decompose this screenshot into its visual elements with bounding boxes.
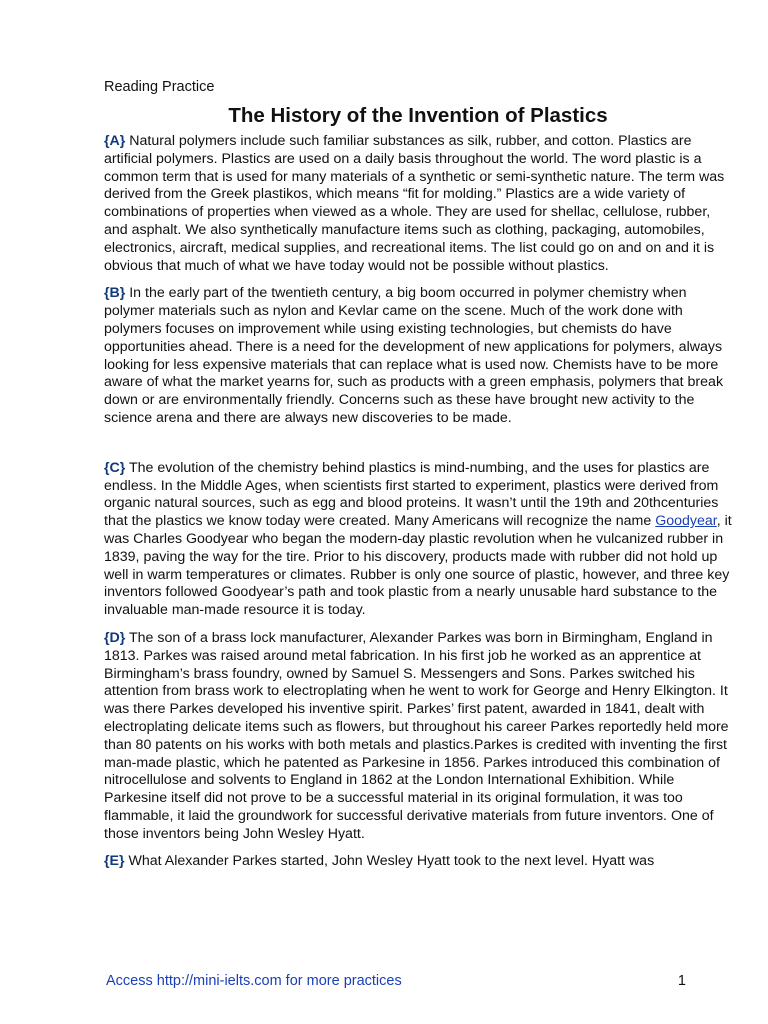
- paragraph-d-text: The son of a brass lock manufacturer, Alexander Parkes was born in Birmingham, England in 1813. Parkes was raised around metal fabrication. In his first job he worked as an apprentice at Birmingham’s brass foundry, owned by Samuel S. Messengers and Sons. Parkes switched his attention from brass work to electroplating when he went to work for George and Henry Elkington. It was there Parkes developed his inventive spirit. Parkes’ first patent, awarded in 1841, dealt with electroplating delicate items such as flowers, but throughout his career Parkes reportedly held more than 80 patents on his works with both metals and plastics.Parkes is credited with inventing the first man-made plastic, which he patented as Parkesine in 1856. Parkes introduced this combination of nitrocellulose and solvents to England in 1862 at the London International Exhibition. While Parkesine itself did not prove to be a successful material in its original formulation, it was too flammable, it laid the groundwork for successful derivative materials from future inventors. One of those inventors being John Wesley Hyatt.: [104, 629, 729, 842]
- footer-link[interactable]: Access http://mini-ielts.com for more practices: [106, 973, 402, 989]
- paragraph-c-text-start: The evolution of the chemistry behind plastics is mind-numbing, and the uses for plastics are endless. In the Middle Ages, when scientists first started to experiment, plastics were derived from organic natural sources, such as egg and blood proteins. It wasn’t until the 19th and 20thcenturies that the plastics we know today were created. Many Americans will recognize the name: [104, 459, 719, 530]
- paragraph-a-text: Natural polymers include such familiar substances as silk, rubber, and cotton. Plastics are artificial polymers. Plastics are used on a daily basis throughout the world. The word plastic is a common term that is used for many materials of a synthetic or semi-synthetic nature. The term was derived from the Greek plastikos, which means “fit for molding.” Plastics are a wide variety of combinations of properties when viewed as a whole. They are used for shellac, cellulose, rubber, and asphalt. We also synthetically manufacture items such as clothing, packaging, automobiles, electronics, aircraft, medical supplies, and recreational items. The list could go on and on and it is obvious that much of what we have today would not be possible without plastics.: [104, 133, 725, 274]
- paragraph-b: [104, 285, 732, 427]
- paragraph-c-label: {C}: [104, 459, 126, 476]
- paragraph-c-text-end: , it was Charles Goodyear who began the modern-day plastic revolution when he vulcanized rubber in 1839, paving the way for the tire. Prior to his discovery, products made with rubber did not hold up well in warm temperatures or climates. Rubber is only one source of plastic, however, and three key inventors followed Goodyear’s path and took plastic from a nearly unusable hard substance to the invaluable man-made resource it is today.: [104, 513, 732, 619]
- page-footer: [106, 972, 686, 990]
- header-label: Reading Practice: [104, 79, 215, 95]
- paragraph-a-label: {A}: [104, 133, 126, 149]
- paragraph-b-text: In the early part of the twentieth century, a big boom occurred in polymer chemistry when polymer materials such as nylon and Kevlar came on the scene. Much of the work done with polymers focuses on improvement while using existing technologies, but chemists do have opportunities ahead. There is a need for the development of new applications for polymers, always looking for less expensive materials that can replace what is used now. Chemists have to be more aware of what the market yearns for, such as products with a green emphasis, polymers that break down or are environmentally friendly. Concerns such as these have brought new activity to the science arena and there are always new discoveries to be made.: [104, 285, 724, 426]
- goodyear-link[interactable]: Goodyear: [655, 513, 717, 530]
- document-page: [104, 78, 732, 881]
- page-title: The History of the Invention of Plastics: [228, 104, 608, 127]
- paragraph-b-label: {B}: [104, 285, 126, 302]
- paragraph-a: [104, 133, 732, 275]
- page-number: 1: [677, 973, 686, 989]
- paragraph-e-label: {E}: [104, 853, 125, 870]
- paragraph-d-label: {D}: [104, 629, 126, 646]
- paragraph-e-text: What Alexander Parkes started, John Wesley Hyatt took to the next level. Hyatt was: [124, 853, 655, 870]
- paragraph-c: [104, 460, 732, 620]
- paragraph-e: [104, 853, 732, 871]
- paragraph-d: [104, 630, 732, 844]
